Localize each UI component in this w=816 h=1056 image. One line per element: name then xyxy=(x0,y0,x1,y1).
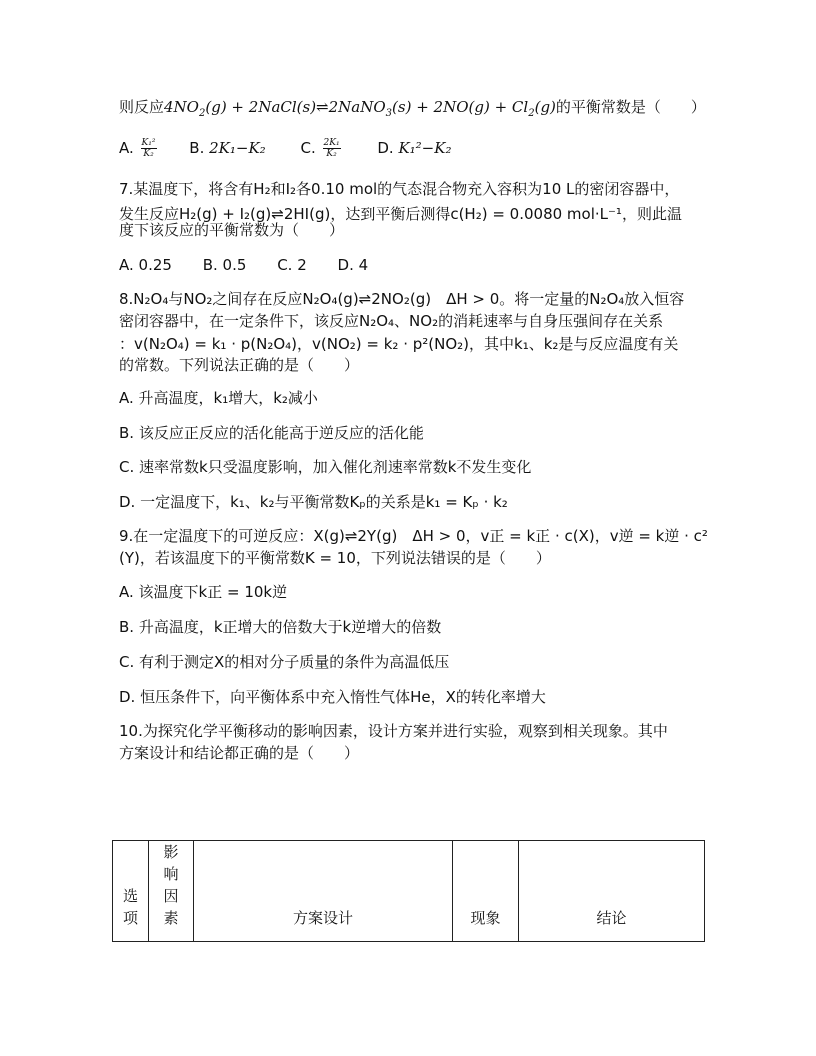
q9-option-b[interactable]: B. 升高温度，k正增大的倍数大于k逆增大的倍数 xyxy=(119,618,442,636)
q8-option-d[interactable]: D. 一定温度下，k₁、k₂与平衡常数Kₚ的关系是k₁ = Kₚ · k₂ xyxy=(119,493,508,511)
q7-option-c[interactable]: C. 2 xyxy=(277,256,307,274)
q9-option-d[interactable]: D. 恒压条件下，向平衡体系中充入惰性气体He，X的转化率增大 xyxy=(119,688,546,706)
table-header-conclusion: 结论 xyxy=(519,841,705,942)
q8-line-4: 的常数。下列说法正确的是（ ） xyxy=(119,356,360,374)
q8-option-c[interactable]: C. 速率常数k只受温度影响，加入催化剂速率常数k不发生变化 xyxy=(119,458,532,476)
table-header-phenomenon: 现象 xyxy=(453,841,519,942)
q6-option-c-fraction: $\frac{\text{2K₁}}{\text{K₂}}$ xyxy=(323,138,340,159)
q7-line-3: 度下该反应的平衡常数为（ ） xyxy=(119,221,345,239)
q6-option-b[interactable]: B. 2K₁−K₂ xyxy=(189,139,266,157)
q10-table xyxy=(112,840,705,942)
q10-line-1: 10.为探究化学平衡移动的影响因素，设计方案并进行实验，观察到相关现象。其中 xyxy=(119,722,668,740)
q7-option-a[interactable]: A. 0.25 xyxy=(119,256,172,274)
q8-line-2: 密闭容器中，在一定条件下，该反应N₂O₄、NO₂的消耗速率与自身压强间存在关系 xyxy=(119,312,664,330)
q6-options xyxy=(119,137,451,159)
q9-option-a[interactable]: A. 该温度下k正 = 10k逆 xyxy=(119,583,288,601)
q6-reaction: $4NO_2(g)$ + 2NaCl(s)⇌2NaNO$_3$(s) + $2NO(g) + Cl_2(g)$ xyxy=(164,98,556,119)
q6-option-c[interactable]: C. $\frac{\text{2K₁}}{\text{K₂}}$ xyxy=(300,138,340,159)
table-header-option: 选 项 xyxy=(113,841,149,942)
table-header-design: 方案设计 xyxy=(194,841,453,942)
q7-options xyxy=(119,254,368,276)
q9-line-1: 9.在一定温度下的可逆反应：X(g)⇌2Y(g) ΔH > 0，v正 = k正 · c(X)，v逆 = k逆 · c² xyxy=(119,527,708,545)
q8-line-3: ：v(N₂O₄) = k₁ · p(N₂O₄)，v(NO₂) = k₂ · p²(NO₂)，其中k₁、k₂是与反应温度有关 xyxy=(119,335,679,353)
q6-option-a-fraction: $\frac{\text{K₁²}}{\text{K₂}}$ xyxy=(141,138,156,159)
q8-option-b[interactable]: B. 该反应正反应的活化能高于逆反应的活化能 xyxy=(119,424,424,442)
q7-option-d[interactable]: D. 4 xyxy=(337,256,369,274)
q8-line-1: 8.N₂O₄与NO₂之间存在反应N₂O₄(g)⇌2NO₂(g) ΔH > 0。将一定量的N₂O₄放入恒容 xyxy=(119,290,685,308)
q9-option-c[interactable]: C. 有利于测定X的相对分子质量的条件为高温低压 xyxy=(119,653,450,671)
q7-line-2: 发生反应H₂(g) + I₂(g)⇌2HI(g)，达到平衡后测得c(H₂) = 0.0080 mol·L⁻¹，则此温 xyxy=(119,205,682,223)
q6-option-d[interactable]: D. K₁²−K₂ xyxy=(377,139,452,157)
table-header-factor: 影 响 因 素 xyxy=(149,841,194,942)
q7-line-1: 7.某温度下，将含有H₂和I₂各0.10 mol的气态混合物充入容积为10 L的密闭容器中， xyxy=(119,180,680,198)
table-header-row xyxy=(113,841,705,942)
q10-line-2: 方案设计和结论都正确的是（ ） xyxy=(119,744,360,762)
q6-prefix: 则反应 xyxy=(119,98,165,116)
q8-option-a[interactable]: A. 升高温度，k₁增大，k₂减小 xyxy=(119,389,318,407)
q9-line-2: (Y)，若该温度下的平衡常数K = 10，下列说法错误的是（ ） xyxy=(119,549,551,567)
q7-option-b[interactable]: B. 0.5 xyxy=(202,256,247,274)
q6-stem xyxy=(119,96,706,118)
q6-suffix: 的平衡常数是（ ） xyxy=(555,98,706,116)
q6-option-a[interactable]: A. $\frac{\text{K₁²}}{\text{K₂}}$ xyxy=(119,138,156,159)
